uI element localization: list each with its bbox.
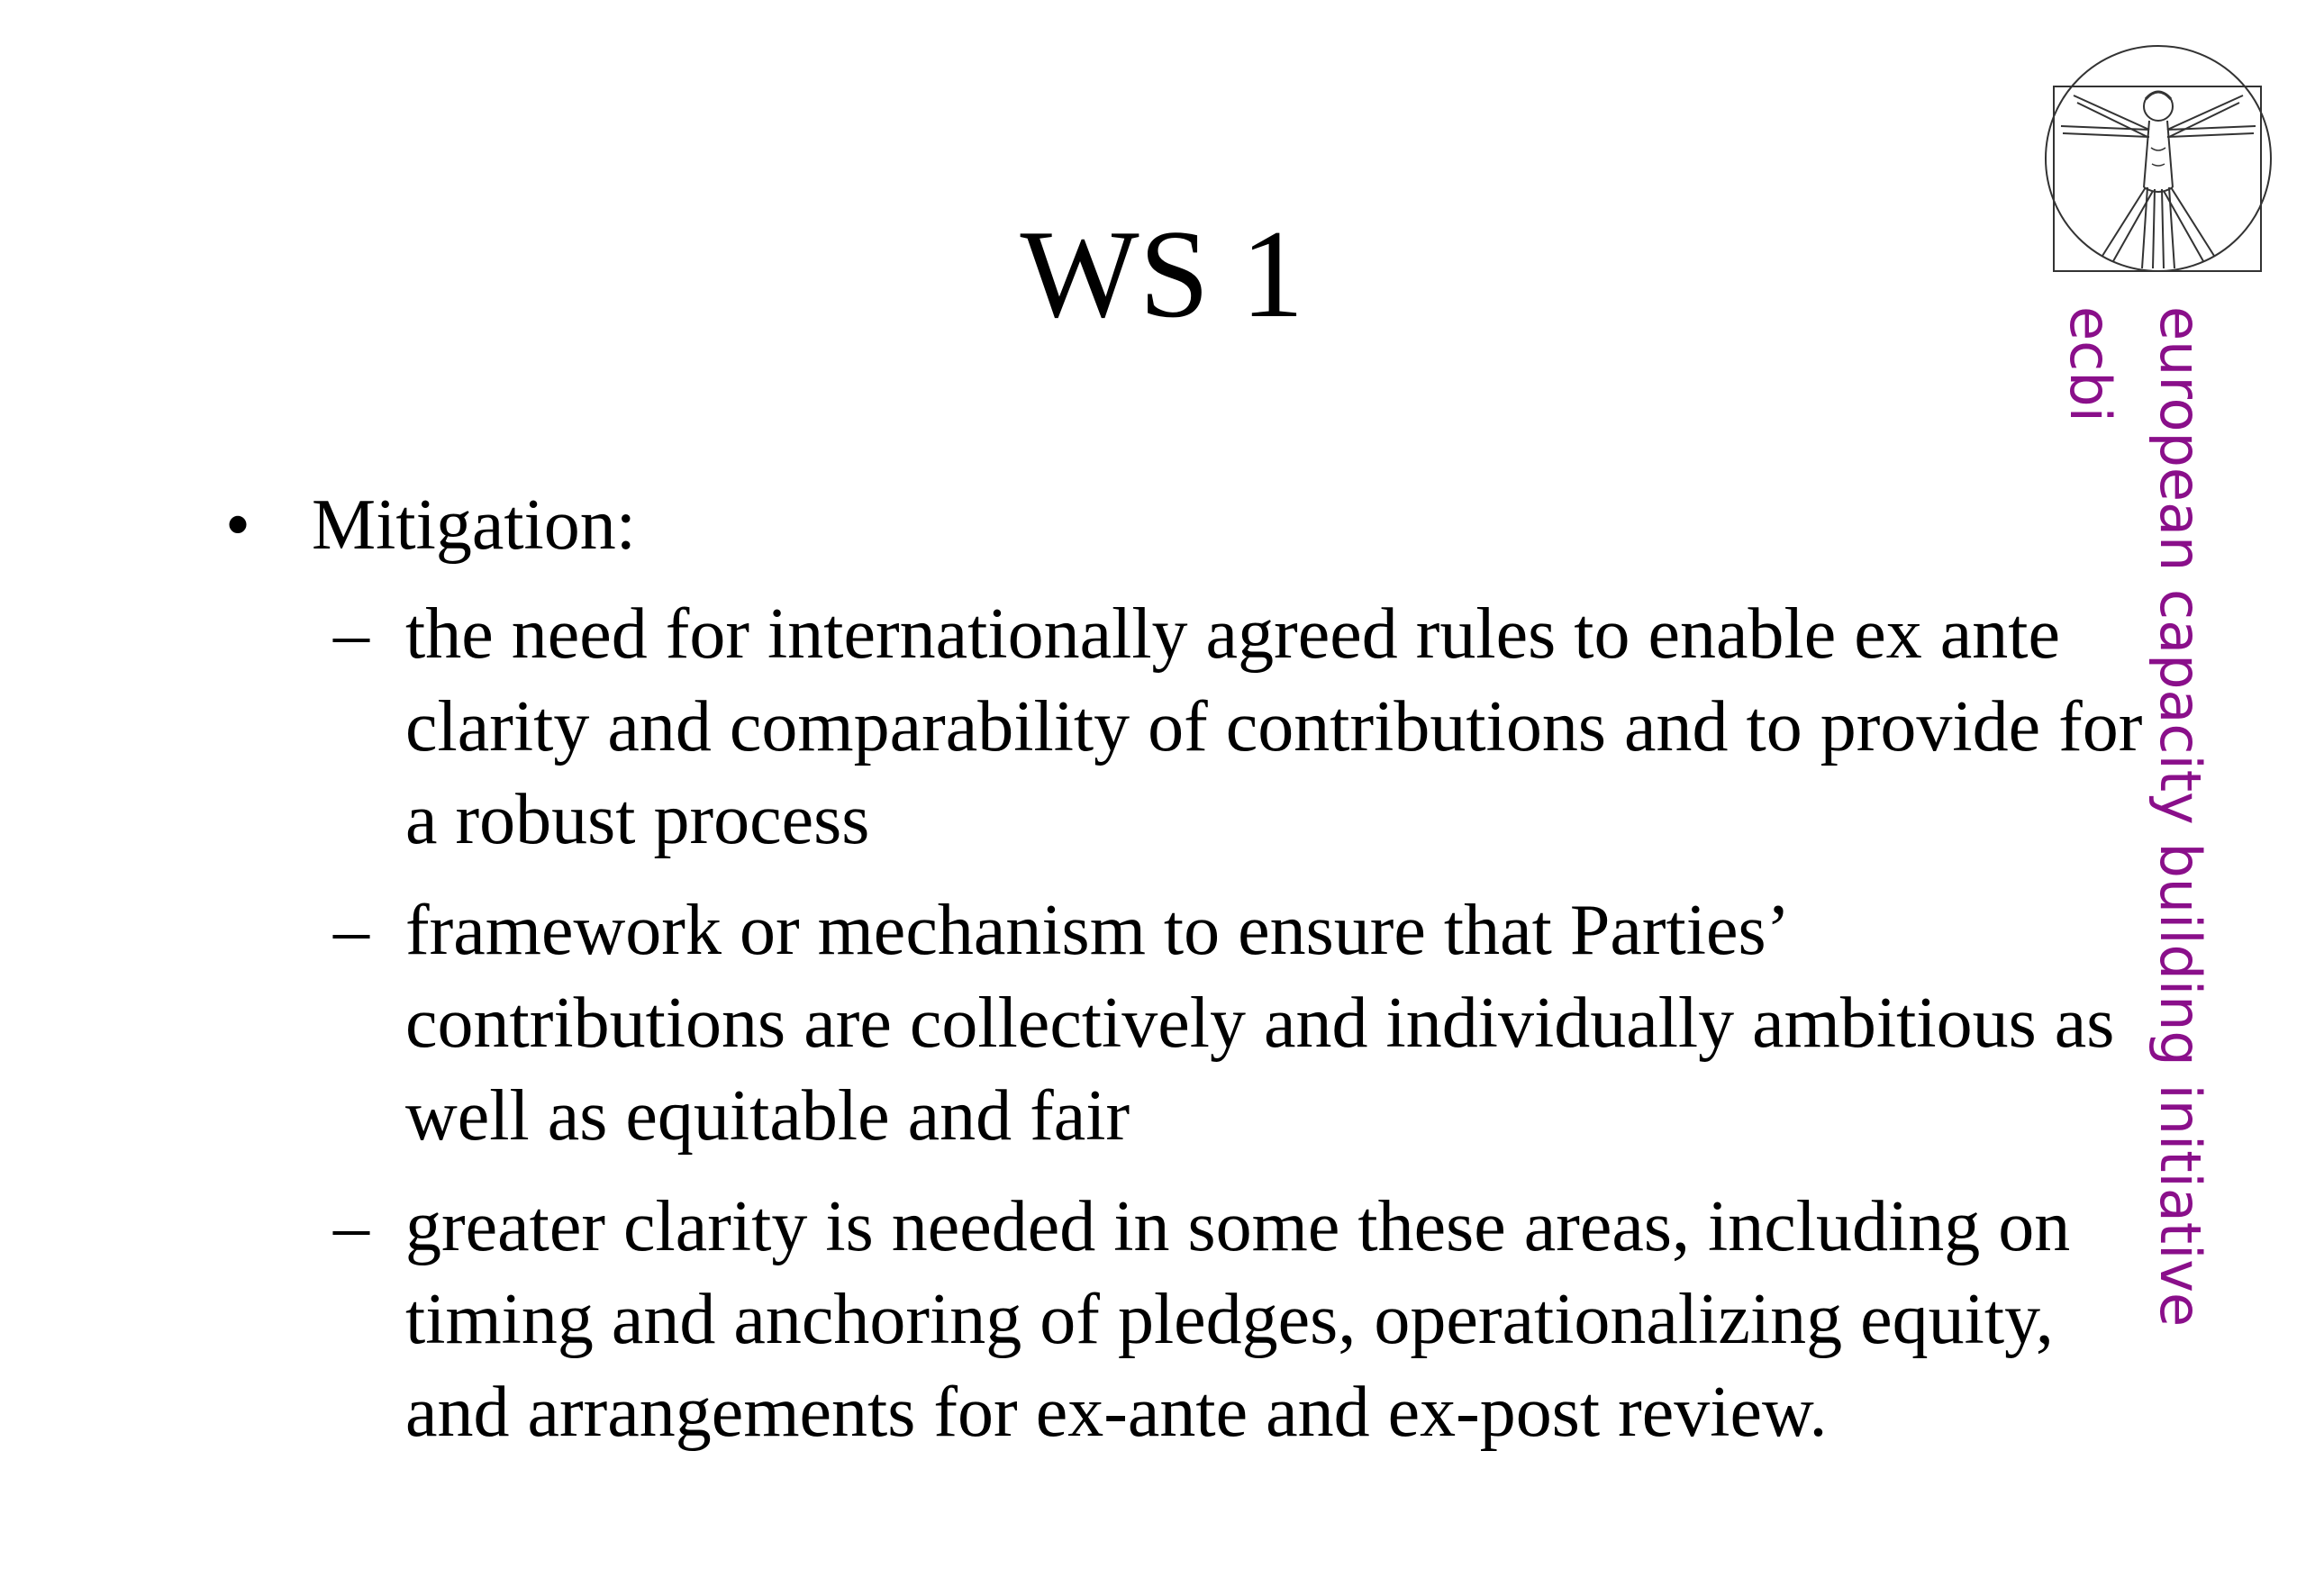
sub-bullet-dash: – bbox=[333, 594, 369, 674]
sub-bullet-text: the need for internationally agreed rules to enable ex ante clarity and comparability of contributions and to provide for a robust process bbox=[405, 594, 2143, 859]
bullet-item bbox=[225, 479, 2135, 572]
ecbi-acronym: ecbi bbox=[2057, 306, 2123, 422]
bullet-dot: • bbox=[225, 485, 251, 565]
slide-title-text: WS 1 bbox=[1020, 204, 1304, 344]
ecbi-full-name: european capacity building initiative bbox=[2147, 306, 2213, 1328]
slide-content bbox=[225, 479, 2143, 1477]
bullet-text: Mitigation: bbox=[312, 485, 636, 565]
sub-bullet-text: greater clarity is needed in some these areas, including on timing and anchoring of pledges, operationalizing equity, and arrangements for ex-ante and ex-post review. bbox=[405, 1187, 2071, 1452]
sub-bullet-list bbox=[225, 588, 2143, 1459]
sub-bullet-text: framework or mechanism to ensure that Parties’ contributions are collectively and individually ambitious as well as equitable and fair bbox=[405, 891, 2115, 1156]
sub-bullet-item bbox=[225, 1181, 2162, 1459]
sub-bullet-dash: – bbox=[333, 1187, 369, 1266]
ecbi-branding bbox=[2045, 306, 2225, 1327]
sub-bullet-item bbox=[225, 588, 2162, 866]
slide-title bbox=[0, 203, 2306, 347]
sub-bullet-item bbox=[225, 884, 2162, 1163]
vitruvian-man-icon bbox=[2043, 43, 2275, 276]
sub-bullet-dash: – bbox=[333, 891, 369, 970]
